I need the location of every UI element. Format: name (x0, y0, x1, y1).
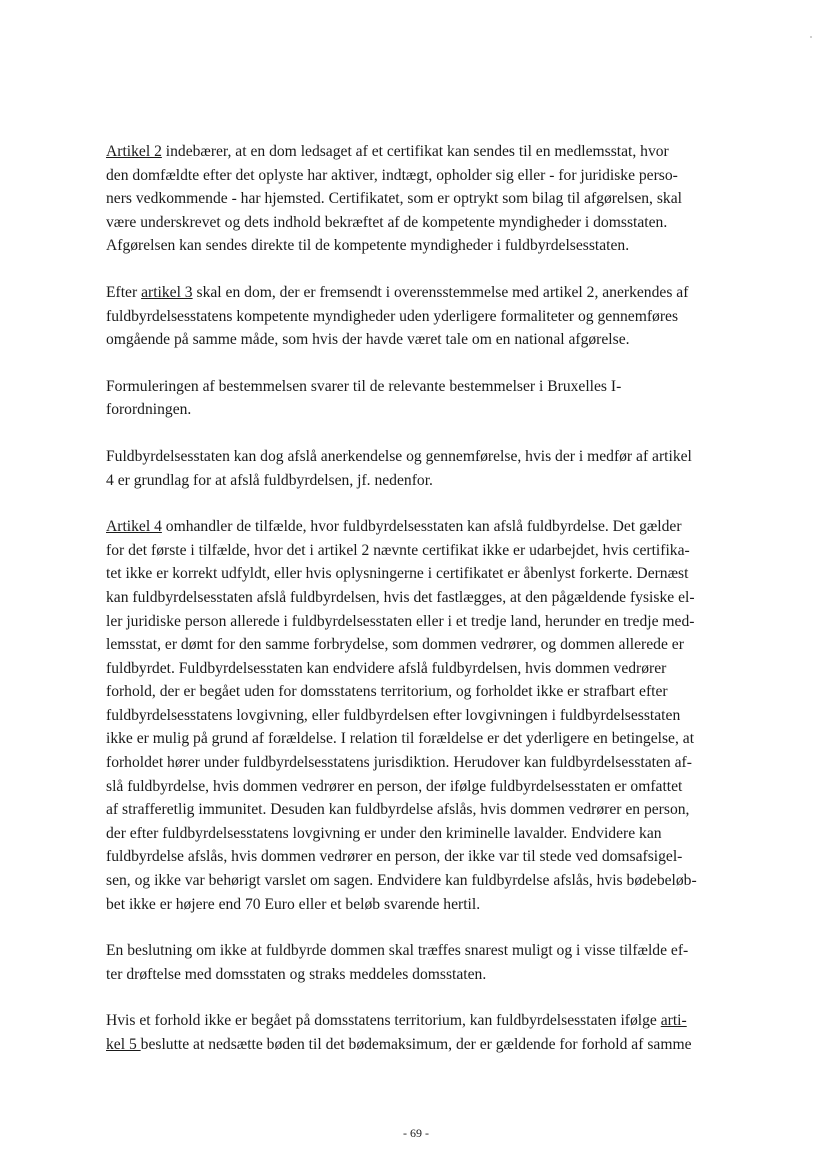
text-segment: for det første i tilfælde, hvor det i artikel 2 nævnte certifikat ikke er udarbejdet, hvis certifika- (106, 541, 690, 559)
text-line (106, 939, 746, 963)
text-segment: beslutte at nedsætte bøden til det bødemaksimum, der er gældende for forhold af samme (140, 1036, 692, 1053)
text-segment: være underskrevet og dets indhold bekræftet af de kompetente myndigheder i domsstaten. (106, 213, 668, 231)
text-line (106, 704, 746, 728)
text-segment: En beslutning om ikke at fuldbyrde dommen skal træffes snarest muligt og i visse tilfælde ef- (106, 942, 689, 960)
paragraph (106, 939, 746, 986)
text-segment: tet ikke er korrekt udfyldt, eller hvis oplysningerne i certifikatet er åbenlyst forkerte. Dernæst (106, 565, 689, 583)
text-line (106, 1009, 746, 1033)
text-segment: Formuleringen af bestemmelsen svarer til de relevante bestemmelser i Bruxelles I- (106, 377, 622, 395)
article-reference-link[interactable]: Artikel 4 (106, 518, 162, 536)
text-line (106, 775, 746, 799)
text-segment: den domfældte efter det oplyste har aktiver, indtægt, opholder sig eller - for juridiske perso- (106, 166, 678, 184)
text-segment: Fuldbyrdelsesstaten kan dog afslå anerkendelse og gennemførelse, hvis der i medfør af artikel (106, 447, 692, 465)
text-line (106, 281, 746, 305)
text-segment: ikke er mulig på grund af forældelse. I relation til forældelse er det yderligere en betingelse, at (106, 730, 695, 748)
page-number: - 69 - (403, 1126, 429, 1140)
text-line (106, 822, 746, 846)
text-line (106, 657, 746, 681)
text-segment: ler juridiske person allerede i fuldbyrdelsesstaten eller i et tredje land, herunder en tredje med- (106, 612, 695, 630)
text-line (106, 562, 746, 586)
text-line (106, 586, 746, 610)
paragraph (106, 281, 746, 352)
text-line (106, 305, 746, 329)
text-segment: fuldbyrdelse afslås, hvis dommen vedrører en person, der ikke var til stede ved domsafsigel- (106, 848, 683, 866)
text-segment: der efter fuldbyrdelsesstatens lovgivning er under den kriminelle lavalder. Endvidere kan (106, 824, 662, 842)
text-line (106, 398, 746, 422)
text-segment: fuldbyrdet. Fuldbyrdelsesstaten kan endvidere afslå fuldbyrdelsen, hvis dommen vedrører (106, 659, 667, 677)
text-segment: af strafferetlig immunitet. Desuden kan fuldbyrdelse afslås, hvis dommen vedrører en person, (106, 801, 690, 819)
text-line (106, 751, 746, 775)
text-line (106, 539, 746, 563)
text-segment: forordningen. (106, 401, 192, 419)
article-reference-link[interactable]: kel 5 (106, 1036, 141, 1053)
text-segment: ners vedkommende - har hjemsted. Certifikatet, som er optrykt som bilag til afgørelsen, skal (106, 190, 682, 208)
text-segment: lemsstat, er dømt for den samme forbrydelse, som dommen vedrører, og dommen allerede er (106, 636, 684, 654)
text-line (106, 375, 746, 399)
text-segment: kan fuldbyrdelsesstaten afslå fuldbyrdelsen, hvis det fastlægges, at den pågældende fysiske el- (106, 588, 695, 606)
text-segment: 4 er grundlag for at afslå fuldbyrdelsen, jf. nedenfor. (106, 471, 433, 489)
text-segment: omgående på samme måde, som hvis der havde været tale om en national afgørelse. (106, 331, 630, 349)
text-line (106, 727, 746, 751)
text-line (106, 469, 746, 493)
paragraph (106, 140, 746, 258)
text-segment: fuldbyrdelsesstatens kompetente myndigheder uden yderligere formaliteter og gennemføres (106, 307, 679, 325)
text-line (106, 445, 746, 469)
text-line (106, 1033, 746, 1057)
text-line (106, 234, 746, 258)
text-line (106, 610, 746, 634)
text-line (106, 140, 746, 164)
text-segment: slå fuldbyrdelse, hvis dommen vedrører en person, der ifølge fuldbyrdelsesstaten er omfattet (106, 777, 683, 795)
paragraph (106, 515, 746, 916)
text-segment: forhold, der er begået uden for domsstatens territorium, og forholdet ikke er strafbart efter (106, 683, 668, 701)
text-line (106, 211, 746, 235)
text-segment: ter drøftelse med domsstaten og straks meddeles domsstaten. (106, 965, 487, 983)
text-line (106, 515, 746, 539)
text-segment: skal en dom, der er fremsendt i overensstemmelse med artikel 2, anerkendes af (192, 283, 689, 301)
document-body (106, 140, 746, 1080)
text-line (106, 680, 746, 704)
text-segment: Afgørelsen kan sendes direkte til de kompetente myndigheder i fuldbyrdelsesstaten. (106, 237, 630, 255)
text-segment: forholdet hører under fuldbyrdelsesstatens jurisdiktion. Herudover kan fuldbyrdelsesstaten af- (106, 754, 692, 772)
paragraph (106, 375, 746, 422)
paragraph (106, 1009, 746, 1056)
paragraph (106, 445, 746, 492)
article-reference-link[interactable]: arti- (660, 1012, 687, 1030)
text-segment: bet ikke er højere end 70 Euro eller et beløb svarende hertil. (106, 895, 481, 913)
text-segment: omhandler de tilfælde, hvor fuldbyrdelsesstaten kan afslå fuldbyrdelse. Det gælder (161, 518, 682, 536)
text-line (106, 187, 746, 211)
text-segment: sen, og ikke var behørigt varslet om sagen. Endvidere kan fuldbyrdelse afslås, hvis bødebeløb- (106, 872, 697, 890)
article-reference-link[interactable]: Artikel 2 (106, 143, 162, 160)
text-segment: Efter (106, 283, 142, 301)
text-line (106, 893, 746, 917)
text-line (106, 328, 746, 352)
text-line (106, 633, 746, 657)
text-line (106, 963, 746, 987)
text-line (106, 869, 746, 893)
text-segment: fuldbyrdelsesstatens lovgivning, eller fuldbyrdelsen efter lovgivningen i fuldbyrdelsesstaten (106, 706, 681, 724)
scan-speck (810, 36, 812, 38)
text-segment: indebærer, at en dom ledsaget af et certifikat kan sendes til en medlemsstat, hvor (161, 143, 669, 160)
text-line (106, 798, 746, 822)
text-line (106, 845, 746, 869)
text-line (106, 164, 746, 188)
article-reference-link[interactable]: artikel 3 (141, 283, 193, 301)
text-segment: Hvis et forhold ikke er begået på domsstatens territorium, kan fuldbyrdelsesstaten ifølge (106, 1012, 661, 1030)
